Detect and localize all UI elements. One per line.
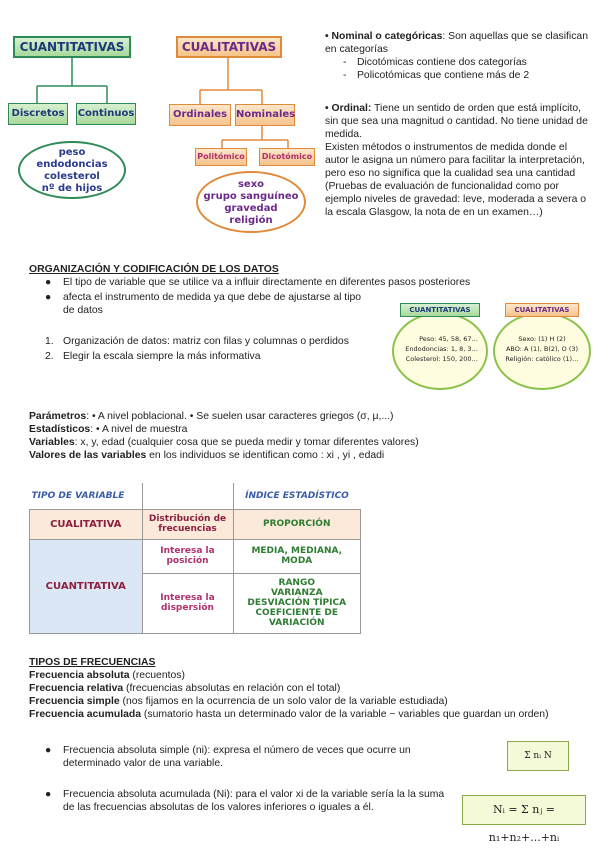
mini-cuant-line: Colesterol: 150, 200…: [405, 355, 478, 363]
dispersion-index: VARIANZA: [270, 588, 323, 598]
mini-cuali-line: Sexo: (1) H (2): [518, 335, 566, 343]
param-term: Parámetros: [29, 411, 87, 422]
cuali-example: gravedad: [224, 203, 278, 214]
ordinal-definition: [325, 102, 593, 219]
cell-proporcion: PROPORCIÓN: [233, 509, 361, 539]
freq-text: (nos fijamos en la ocurrencia de un solo valor de la variable estudiada): [119, 696, 448, 707]
cell-dispersion-idx: [233, 573, 361, 633]
dispersion-index: DESVIACIÓN TÍPICA: [247, 598, 347, 608]
cell-dispersion: Interesa la dispersión: [142, 573, 233, 633]
th-indice: ÍNDICE ESTADÍSTICO: [233, 483, 361, 509]
cuant-example: colesterol: [44, 171, 100, 182]
param-term: Variables: [29, 437, 75, 448]
nominal-term: • Nominal o categóricas: [325, 31, 443, 42]
cuant-examples-ellipse: [18, 141, 126, 199]
freq-term: Frecuencia relativa: [29, 683, 124, 694]
param-text: : • A nivel poblacional. • Se suelen usar caracteres griegos (σ, μ,...): [86, 411, 394, 422]
cell-distribucion: Distribución de frecuencias: [142, 509, 233, 539]
freq-text: (sumatorio hasta un determinado valor de la variable ~ variables que guardan un orden): [141, 709, 549, 720]
cell-cualitativa: CUALITATIVA: [30, 509, 143, 539]
mini-cuali-ellipse: [493, 312, 591, 390]
th-tipo: TIPO DE VARIABLE: [30, 483, 143, 509]
discretos-box: Discretos: [8, 103, 68, 125]
freq-bullet-1: [45, 744, 445, 770]
th-empty: [142, 483, 233, 509]
bullet-text: Frecuencia absoluta acumulada (Ni): para el valor xi de la variable sería la la suma de las frecuencias absolutas de los valores inferiores o iguales a él.: [63, 789, 445, 813]
mini-cuant-line: Peso: 45, 58, 67…: [419, 335, 478, 343]
bullet-dot: ●: [45, 789, 52, 800]
numbered-text: Organización de datos: matriz con filas y columnas o perdidos: [63, 336, 349, 347]
param-text: en los individuos se identifican como : xi , yi , edadi: [146, 450, 385, 461]
organizacion-title: ORGANIZACIÓN Y CODIFICACIÓN DE LOS DATOS: [29, 264, 279, 275]
mini-cuant-line: Endodoncias: 1, 8, 3…: [405, 345, 478, 353]
cualitativas-header: CUALITATIVAS: [176, 36, 282, 58]
mini-cuali-line: ABO: A (1), B(2), O (3): [505, 345, 579, 353]
cuali-example: grupo sanguíneo: [203, 191, 299, 202]
frecuencias-list: [29, 669, 569, 721]
dispersion-index: RANGO: [278, 578, 315, 588]
bullet-text: El tipo de variable que se utilice va a influir directamente en diferentes pasos posteriores: [63, 277, 471, 288]
cuali-example: sexo: [237, 179, 265, 190]
organizacion-bullet: [45, 276, 505, 289]
bullet-text: Frecuencia absoluta simple (ni): expresa el número de veces que ocurre un determinado valor de una variable.: [63, 745, 411, 769]
frecuencias-title: TIPOS DE FRECUENCIAS: [29, 657, 156, 668]
list-number: 2.: [45, 351, 54, 362]
bullet-dot: ●: [45, 277, 52, 288]
freq-bullet-2: [45, 788, 445, 814]
freq-term: Frecuencia acumulada: [29, 709, 142, 720]
ordinal-text: Tiene un sentido de orden que está implícito, sin que sea una magnitud o cantidad. No tiene unidad de medida.: [325, 103, 588, 140]
mini-cuant-ellipse: [392, 312, 488, 390]
nominal-definition: [325, 30, 593, 82]
cell-cuantitativa: CUANTITATIVA: [30, 539, 143, 633]
ordinales-box: Ordinales: [169, 104, 231, 126]
organizacion-bullet: [45, 291, 365, 317]
organizacion-numbered: [45, 335, 365, 363]
dicotomico-box: Dicotómico: [259, 148, 315, 166]
param-term: Estadísticos: [29, 424, 91, 435]
bullet-text: afecta el instrumento de medida ya que debe de ajustarse al tipo de datos: [63, 292, 362, 316]
bullet-dot: ●: [45, 292, 52, 303]
param-text: : • A nivel de muestra: [90, 424, 188, 435]
freq-term: Frecuencia simple: [29, 696, 120, 707]
param-text: : x, y, edad (cualquier cosa que se pueda medir y tomar diferentes valores): [74, 437, 419, 448]
cuali-examples-ellipse: [196, 171, 306, 233]
list-number: 1.: [45, 336, 54, 347]
cuant-example: nº de hijos: [41, 183, 103, 194]
ordinal-text-2: Existen métodos o instrumentos de medida donde el autor le asigna un número para facilitar la interpretación, pero eso no significa que la cualidad sea una cantidad (Pruebas de evaluación de funcionalidad como por ejemplo niveles de gravedad: leve, moderada a severa o la escala Glasgow, la nota de en un examen…): [325, 142, 587, 218]
params-block: [29, 410, 589, 462]
nominal-item: - Policotómicas que contiene más de 2: [343, 69, 593, 82]
nominal-item: - Dicotómicas contiene dos categorías: [343, 56, 593, 69]
freq-text: (frecuencias absolutas en relación con el total): [123, 683, 341, 694]
variable-type-table: [29, 483, 361, 634]
mini-cuali-line: Religión: católico (1)…: [505, 355, 579, 363]
cuali-example: religión: [229, 215, 273, 226]
ordinal-term: • Ordinal:: [325, 103, 372, 114]
dispersion-index: COEFICIENTE DE VARIACIÓN: [255, 608, 339, 628]
cuantitativas-header: CUANTITATIVAS: [13, 36, 131, 58]
mini-cuali-header: CUALITATIVAS: [505, 303, 579, 317]
politomico-box: Politómico: [195, 148, 247, 166]
nominal-text: : Son aquellas que se clasifican en categorías: [325, 31, 588, 55]
freq-term: Frecuencia absoluta: [29, 670, 130, 681]
continuos-box: Continuos: [76, 103, 136, 125]
formula-simple: Σ nᵢ N: [507, 741, 569, 771]
cuant-example: peso: [58, 147, 86, 158]
param-term: Valores de las variables: [29, 450, 147, 461]
mini-cuant-header: CUANTITATIVAS: [400, 303, 480, 317]
bullet-dot: ●: [45, 745, 52, 756]
cell-posicion: Interesa la posición: [142, 539, 233, 573]
formula-acumulada: Nᵢ = Σ nⱼ = n₁+n₂+...+nᵢ: [462, 795, 586, 825]
cell-posicion-idx: MEDIA, MEDIANA, MODA: [233, 539, 361, 573]
cuant-example: endodoncias: [36, 159, 108, 170]
numbered-text: Elegir la escala siempre la más informativa: [63, 351, 261, 362]
nominales-box: Nominales: [235, 104, 295, 126]
freq-text: (recuentos): [129, 670, 185, 681]
